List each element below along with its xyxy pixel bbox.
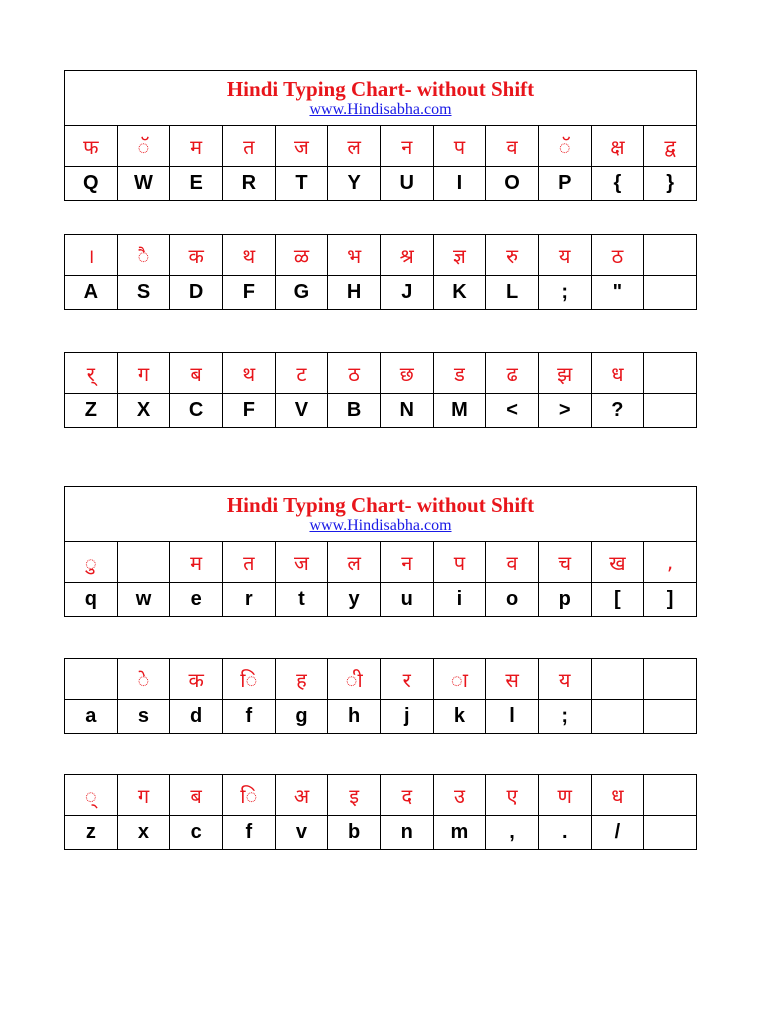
key-cell: ,: [486, 816, 539, 850]
hindi-char-cell: क: [170, 659, 223, 700]
hindi-char-cell: ब: [170, 353, 223, 394]
key-cell: >: [538, 394, 591, 428]
hindi-char-cell: झ: [538, 353, 591, 394]
key-map-table: [64, 234, 697, 310]
key-cell: Z: [65, 394, 118, 428]
chart-2-block-2: [64, 658, 697, 734]
key-cell: u: [380, 583, 433, 617]
key-cell: [: [591, 583, 644, 617]
key-cell: G: [275, 276, 328, 310]
chart-1-block-2: [64, 234, 697, 310]
hindi-char-cell: [591, 659, 644, 700]
hindi-char-cell: ज: [275, 126, 328, 167]
key-cell: B: [328, 394, 381, 428]
key-cell: }: [644, 167, 697, 201]
hindi-char-cell: र्: [65, 353, 118, 394]
hindi-char-row: [65, 126, 697, 167]
key-cell: w: [117, 583, 170, 617]
hindi-char-cell: [644, 353, 697, 394]
key-cell: [591, 700, 644, 734]
chart-header: [65, 487, 697, 542]
key-cell: {: [591, 167, 644, 201]
hindi-char-cell: ळ: [275, 235, 328, 276]
key-cell: T: [275, 167, 328, 201]
hindi-char-cell: ठ: [328, 353, 381, 394]
key-map-table: [64, 774, 697, 850]
key-cell: e: [170, 583, 223, 617]
key-cell: ": [591, 276, 644, 310]
hindi-char-cell: ग: [117, 353, 170, 394]
hindi-char-cell: इ: [328, 775, 381, 816]
hindi-char-cell: भ: [328, 235, 381, 276]
hindi-char-cell: थ: [222, 235, 275, 276]
hindi-char-cell: ु: [65, 542, 118, 583]
key-cell: g: [275, 700, 328, 734]
key-cell: q: [65, 583, 118, 617]
hindi-char-cell: क: [170, 235, 223, 276]
hindi-char-cell: [117, 542, 170, 583]
hindi-char-cell: न: [380, 542, 433, 583]
hindi-char-row: [65, 542, 697, 583]
hindi-char-cell: ग: [117, 775, 170, 816]
hindi-char-cell: [644, 775, 697, 816]
chart-header-row: [65, 71, 697, 126]
hindi-char-cell: ै: [117, 235, 170, 276]
key-row: [65, 167, 697, 201]
hindi-char-row: [65, 235, 697, 276]
hindi-char-cell: ध: [591, 353, 644, 394]
key-cell: a: [65, 700, 118, 734]
hindi-char-cell: न: [380, 126, 433, 167]
hindi-char-cell: ्: [65, 775, 118, 816]
key-cell: M: [433, 394, 486, 428]
website-link[interactable]: www.Hindisabha.com: [309, 100, 452, 118]
key-cell: t: [275, 583, 328, 617]
hindi-char-cell: ब: [170, 775, 223, 816]
key-row: [65, 394, 697, 428]
hindi-char-cell: ल: [328, 126, 381, 167]
key-cell: U: [380, 167, 433, 201]
key-cell: ?: [591, 394, 644, 428]
hindi-char-cell: ध: [591, 775, 644, 816]
hindi-char-cell: ल: [328, 542, 381, 583]
hindi-char-cell: व: [486, 542, 539, 583]
hindi-char-cell: ी: [328, 659, 381, 700]
chart-2-block-1: [64, 486, 697, 617]
hindi-char-cell: ॅ: [538, 126, 591, 167]
hindi-char-cell: [644, 659, 697, 700]
key-cell: r: [222, 583, 275, 617]
key-map-table: [64, 658, 697, 734]
key-cell: x: [117, 816, 170, 850]
key-row: [65, 816, 697, 850]
hindi-char-cell: ि: [222, 775, 275, 816]
key-cell: W: [117, 167, 170, 201]
key-cell: D: [170, 276, 223, 310]
key-cell: X: [117, 394, 170, 428]
chart-title: Hindi Typing Chart- without Shift: [226, 492, 535, 517]
hindi-char-cell: म: [170, 542, 223, 583]
hindi-char-cell: अ: [275, 775, 328, 816]
key-cell: [644, 276, 697, 310]
key-cell: P: [538, 167, 591, 201]
hindi-char-cell: थ: [222, 353, 275, 394]
key-cell: [644, 394, 697, 428]
hindi-char-cell: ज: [275, 542, 328, 583]
hindi-char-cell: व: [486, 126, 539, 167]
key-cell: z: [65, 816, 118, 850]
key-cell: k: [433, 700, 486, 734]
hindi-char-cell: य: [538, 659, 591, 700]
hindi-char-cell: ट: [275, 353, 328, 394]
hindi-char-cell: ,: [644, 542, 697, 583]
hindi-char-cell: ा: [433, 659, 486, 700]
key-cell: L: [486, 276, 539, 310]
chart-1-block-3: [64, 352, 697, 428]
key-cell: ;: [538, 700, 591, 734]
hindi-char-cell: य: [538, 235, 591, 276]
hindi-char-cell: च: [538, 542, 591, 583]
hindi-char-cell: ए: [486, 775, 539, 816]
key-cell: I: [433, 167, 486, 201]
chart-1-block-1: [64, 70, 697, 201]
hindi-char-cell: ढ: [486, 353, 539, 394]
website-link[interactable]: www.Hindisabha.com: [309, 516, 452, 534]
hindi-char-cell: द: [380, 775, 433, 816]
key-cell: f: [222, 816, 275, 850]
key-cell: K: [433, 276, 486, 310]
hindi-char-cell: द्व: [644, 126, 697, 167]
key-cell: E: [170, 167, 223, 201]
key-cell: [644, 816, 697, 850]
key-map-table: [64, 352, 697, 428]
hindi-char-cell: रु: [486, 235, 539, 276]
key-cell: Y: [328, 167, 381, 201]
key-cell: N: [380, 394, 433, 428]
key-cell: n: [380, 816, 433, 850]
key-cell: S: [117, 276, 170, 310]
hindi-char-row: [65, 775, 697, 816]
hindi-char-cell: ण: [538, 775, 591, 816]
key-row: [65, 583, 697, 617]
key-cell: v: [275, 816, 328, 850]
hindi-char-cell: प: [433, 542, 486, 583]
key-cell: C: [170, 394, 223, 428]
key-map-table: [64, 70, 697, 201]
hindi-char-cell: त: [222, 126, 275, 167]
hindi-char-cell: ड: [433, 353, 486, 394]
hindi-char-cell: ज्ञ: [433, 235, 486, 276]
chart-2-block-3: [64, 774, 697, 850]
key-cell: .: [538, 816, 591, 850]
key-cell: J: [380, 276, 433, 310]
key-cell: s: [117, 700, 170, 734]
key-cell: Q: [65, 167, 118, 201]
hindi-char-cell: र: [380, 659, 433, 700]
key-cell: p: [538, 583, 591, 617]
key-cell: h: [328, 700, 381, 734]
hindi-char-cell: ठ: [591, 235, 644, 276]
key-cell: y: [328, 583, 381, 617]
hindi-char-cell: [65, 659, 118, 700]
key-cell: i: [433, 583, 486, 617]
key-map-table: [64, 486, 697, 617]
hindi-char-cell: श्र: [380, 235, 433, 276]
hindi-char-cell: े: [117, 659, 170, 700]
key-cell: f: [222, 700, 275, 734]
hindi-char-cell: ख: [591, 542, 644, 583]
key-cell: V: [275, 394, 328, 428]
key-cell: O: [486, 167, 539, 201]
key-cell: H: [328, 276, 381, 310]
chart-title: Hindi Typing Chart- without Shift: [226, 76, 535, 101]
key-cell: R: [222, 167, 275, 201]
hindi-char-cell: ।: [65, 235, 118, 276]
hindi-char-cell: [644, 235, 697, 276]
key-cell: c: [170, 816, 223, 850]
hindi-char-cell: ॅ: [117, 126, 170, 167]
key-cell: /: [591, 816, 644, 850]
key-row: [65, 276, 697, 310]
key-cell: ]: [644, 583, 697, 617]
key-cell: l: [486, 700, 539, 734]
key-cell: o: [486, 583, 539, 617]
key-cell: F: [222, 394, 275, 428]
hindi-char-cell: फ: [65, 126, 118, 167]
chart-header: [65, 71, 697, 126]
chart-header-row: [65, 487, 697, 542]
key-cell: m: [433, 816, 486, 850]
hindi-char-cell: क्ष: [591, 126, 644, 167]
key-cell: <: [486, 394, 539, 428]
hindi-char-row: [65, 353, 697, 394]
key-cell: A: [65, 276, 118, 310]
hindi-char-cell: ह: [275, 659, 328, 700]
hindi-char-cell: उ: [433, 775, 486, 816]
key-cell: F: [222, 276, 275, 310]
hindi-char-cell: प: [433, 126, 486, 167]
key-cell: [644, 700, 697, 734]
hindi-char-cell: स: [486, 659, 539, 700]
hindi-char-cell: ि: [222, 659, 275, 700]
key-row: [65, 700, 697, 734]
key-cell: j: [380, 700, 433, 734]
hindi-char-cell: त: [222, 542, 275, 583]
key-cell: ;: [538, 276, 591, 310]
hindi-char-row: [65, 659, 697, 700]
key-cell: d: [170, 700, 223, 734]
hindi-char-cell: छ: [380, 353, 433, 394]
key-cell: b: [328, 816, 381, 850]
hindi-char-cell: म: [170, 126, 223, 167]
